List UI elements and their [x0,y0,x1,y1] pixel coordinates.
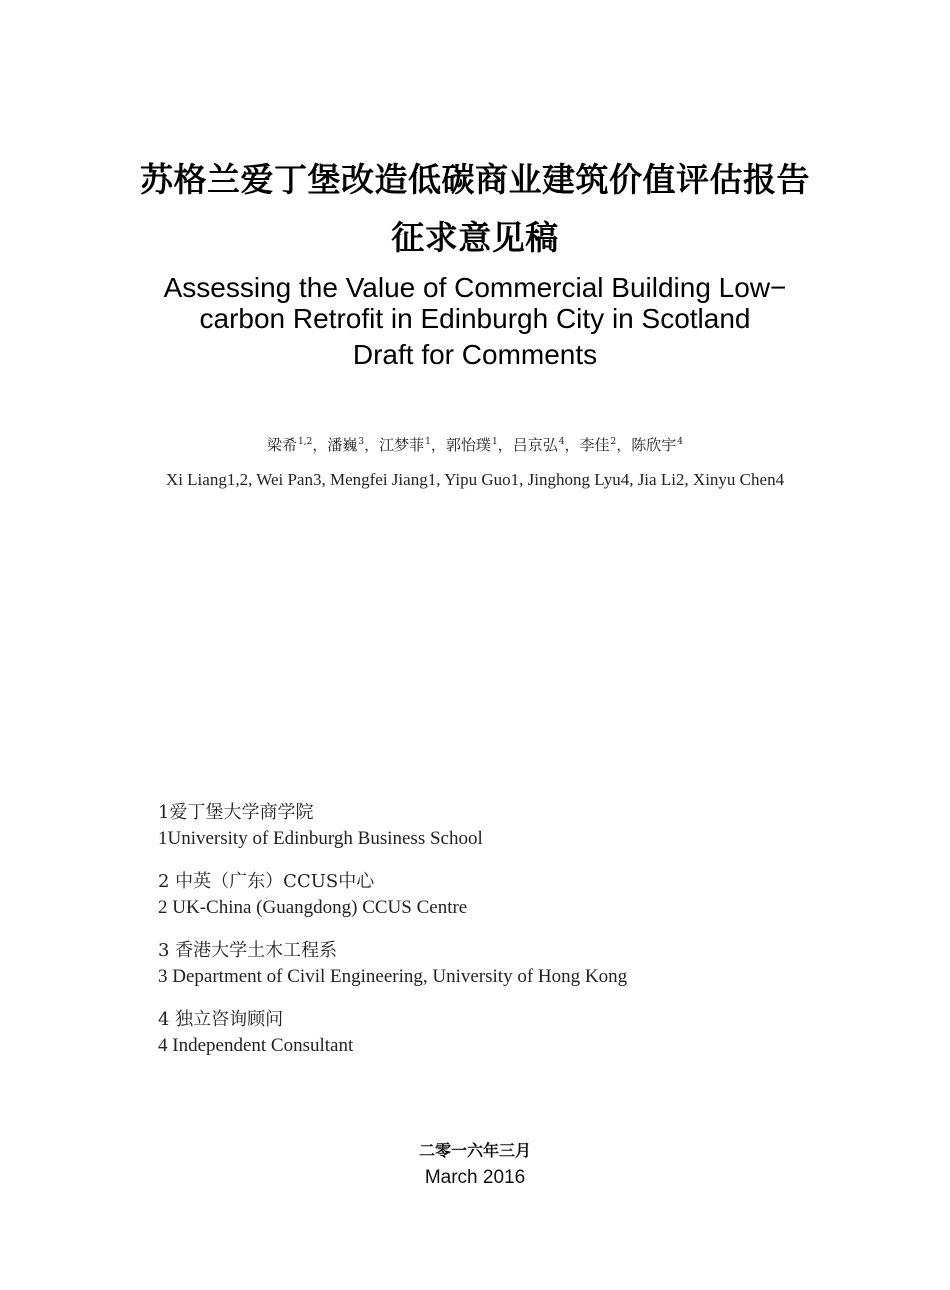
author-affiliation-mark: 1 [425,437,431,447]
author-name: 吕京弘 [512,436,558,454]
affiliation-4 [158,1007,353,1059]
affiliation-2-chinese: 2 中英（广东）CCUS中心 [158,871,375,892]
authors-english: Xi Liang1,2, Wei Pan3, Mengfei Jiang1, Yipu Guo1, Jinghong Lyu4, Jia Li2, Xinyu Chen4 [165,470,785,489]
author-chinese [513,436,580,454]
affiliation-3-english: 3 Department of Civil Engineering, University of Hong Kong [158,966,628,987]
affiliation-2 [158,869,467,921]
affiliation-1 [158,800,483,852]
author-separator: ， [364,436,380,454]
author-separator: ， [616,436,632,454]
affiliation-1-english: 1University of Edinburgh Business School [158,828,483,849]
author-name: 陈欣宇 [631,436,677,454]
title-english-line1: Assessing the Value of Commercial Building Low− [163,272,787,303]
author-chinese [446,436,513,454]
author-affiliation-mark: 1 [491,437,498,447]
author-affiliation-mark: 2 [610,437,617,447]
author-chinese [379,436,446,454]
title-english-line2: carbon Retrofit in Edinburgh City in Scotland [199,303,751,334]
author-name: 郭怡璞 [445,436,491,454]
affiliation-3-chinese: 3 香港大学土木工程系 [158,940,338,961]
title-english-line3: Draft for Comments [352,339,598,370]
author-name: 李佳 [579,436,610,454]
title-chinese-line2: 征求意见稿 [391,218,559,257]
author-name: 潘巍 [327,436,358,454]
author-chinese [631,436,683,454]
author-affiliation-mark: 3 [358,437,365,447]
affiliation-1-chinese: 1爱丁堡大学商学院 [158,802,314,823]
affiliation-3 [158,938,627,990]
authors-chinese [0,434,950,455]
author-separator: ， [430,436,446,454]
author-separator: ， [564,436,580,454]
author-name: 江梦菲 [379,436,425,454]
author-chinese [267,436,327,454]
date-english: March 2016 [424,1167,526,1188]
affiliation-4-english: 4 Independent Consultant [158,1035,354,1056]
affiliation-2-english: 2 UK-China (Guangdong) CCUS Centre [158,897,468,918]
author-affiliation-mark: 4 [558,437,565,447]
affiliation-4-chinese: 4 独立咨询顾问 [158,1009,284,1030]
title-chinese-line1: 苏格兰爱丁堡改造低碳商业建筑价值评估报告 [140,160,810,199]
author-name: 梁希 [267,436,298,454]
author-chinese [579,436,631,454]
author-affiliation-mark: 4 [677,437,683,447]
author-affiliation-mark: 1,2 [298,437,313,447]
author-separator: ， [497,436,513,454]
author-separator: ， [312,436,328,454]
author-chinese [327,436,379,454]
date-chinese: 二零一六年三月 [418,1141,531,1160]
